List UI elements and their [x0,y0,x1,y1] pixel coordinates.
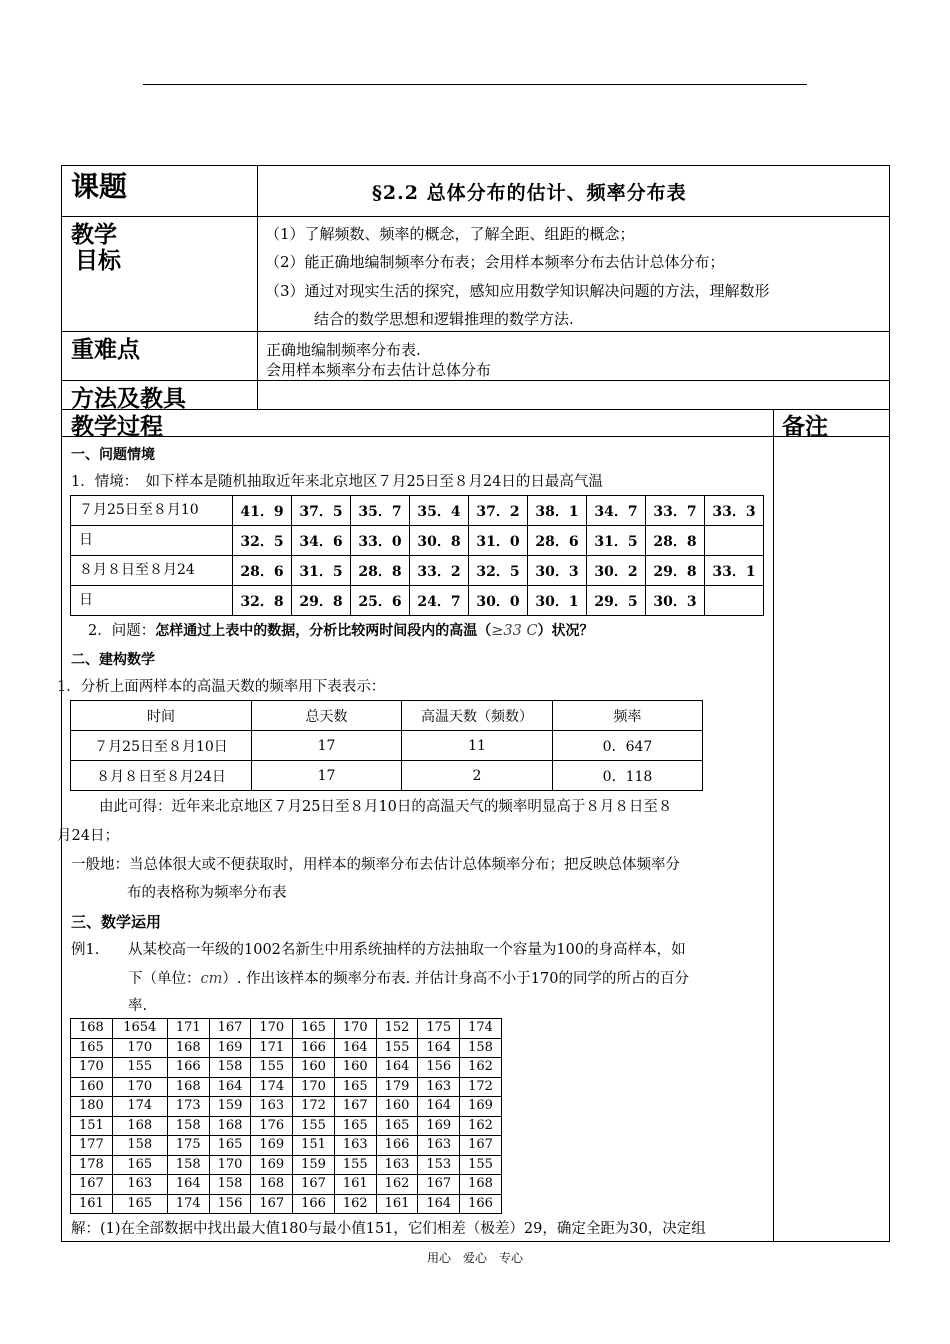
temp-row-label: ７月25日至８月10 [71,496,233,526]
temp-cell: 25．6 [351,586,410,616]
temp-cell: 30．8 [410,526,469,556]
temp-row-label: ８月８日至８月24 [71,556,233,586]
page-footer: 用心 爱心 专心 [426,1251,523,1265]
height-cell: 151 [293,1136,335,1156]
section-2-title: 二、建构数学 [71,652,155,668]
height-cell: 169 [251,1136,293,1156]
height-cell: 166 [460,1194,502,1214]
table-row [71,1019,502,1039]
height-cell: 170 [71,1058,113,1078]
height-cell: 170 [334,1019,376,1039]
height-cell: 162 [376,1175,418,1195]
height-cell: 163 [376,1155,418,1175]
height-cell: 164 [334,1038,376,1058]
temp-cell: 31．5 [292,556,351,586]
height-cell: 163 [418,1136,460,1156]
height-cell: 171 [167,1019,209,1039]
temp-cell: 28．8 [646,526,705,556]
height-cell: 164 [418,1097,460,1117]
height-cell: 175 [167,1136,209,1156]
table-row [71,1116,502,1136]
height-cell: 172 [293,1097,335,1117]
temp-cell: 30．2 [587,556,646,586]
goal-label-1: 教学 [71,222,117,248]
height-cell: 167 [418,1175,460,1195]
height-cell: 164 [418,1194,460,1214]
height-cell: 158 [112,1136,167,1156]
height-cell: 174 [251,1077,293,1097]
goal-3: （3）通过对现实生活的探究，感知应用数学知识解决问题的方法，理解数形 [265,282,770,300]
solution-line: 解：(1)在全部数据中找出最大值180与最小值151，它们相差（极差）29，确定全距为30，决定组 [71,1221,706,1237]
height-cell: 169 [251,1155,293,1175]
temp-cell: 30．3 [528,556,587,586]
height-cell: 162 [460,1058,502,1078]
height-cell: 179 [376,1077,418,1097]
height-cell: 165 [334,1077,376,1097]
height-cell: 161 [376,1194,418,1214]
section-1-title: 一、问题情境 [71,447,155,463]
height-cell: 172 [460,1077,502,1097]
temp-cell: 29．8 [292,586,351,616]
height-cell: 170 [251,1019,293,1039]
height-cell: 164 [209,1077,251,1097]
example-line-1: 从某校高一年级的1002名新生中用系统抽样的方法抽取一个容量为100的身高样本，如 [128,942,686,958]
table-row [71,556,764,586]
height-cell: 155 [293,1116,335,1136]
tools-label: 方法及教具 [71,386,186,412]
temp-cell [705,586,764,616]
height-cell: 170 [112,1038,167,1058]
height-cell: 180 [71,1097,113,1117]
question-prefix: 2．问题： [88,623,156,639]
height-cell: 165 [376,1116,418,1136]
freq-cell: 11 [402,731,553,761]
column-header: 高温天数（频数） [402,701,553,731]
height-cell: 168 [71,1019,113,1039]
height-cell: 167 [460,1136,502,1156]
freq-cell: 2 [402,761,553,791]
general-line-2: 布的表格称为频率分布表 [127,885,287,901]
temp-cell: 28．8 [351,556,410,586]
height-cell: 166 [293,1038,335,1058]
height-cell: 178 [71,1155,113,1175]
height-cell: 155 [251,1058,293,1078]
topic-label: 课题 [71,170,128,203]
height-cell: 167 [71,1175,113,1195]
column-header: 频率 [553,701,703,731]
height-cell: 162 [334,1194,376,1214]
freq-cell: 0．118 [553,761,703,791]
temp-cell: 33．0 [351,526,410,556]
temp-cell: 31．0 [469,526,528,556]
goal-label-2: 目标 [75,248,121,274]
height-cell: 155 [460,1155,502,1175]
height-cell: 152 [376,1019,418,1039]
height-table [70,1018,502,1214]
tools-cell [257,380,890,410]
height-cell: 166 [293,1194,335,1214]
height-cell: 168 [167,1077,209,1097]
process-label: 教学过程 [71,414,163,440]
height-cell: 163 [334,1136,376,1156]
example-line-3: 率. [128,998,148,1014]
temp-cell: 38．1 [528,496,587,526]
height-cell: 166 [167,1058,209,1078]
temp-cell: 37．5 [292,496,351,526]
section-3-title: 三、数学运用 [71,913,162,931]
height-cell: 175 [418,1019,460,1039]
table-row [71,1175,502,1195]
table-row [71,731,703,761]
height-cell: 165 [71,1038,113,1058]
height-cell: 155 [376,1038,418,1058]
temp-cell: 35．7 [351,496,410,526]
conclusion-line-2: 月24日； [57,828,119,844]
conclusion-line-1: 由此可得：近年来北京地区７月25日至８月10日的高温天气的频率明显高于８月８日至８ [99,799,673,815]
question-line [88,621,594,641]
table-row [71,1136,502,1156]
height-cell: 158 [209,1175,251,1195]
table-row [71,1194,502,1214]
temp-cell: 33．2 [410,556,469,586]
height-cell: 162 [460,1116,502,1136]
height-cell: 167 [293,1175,335,1195]
freq-cell: 17 [252,731,402,761]
height-cell: 167 [251,1194,293,1214]
temperature-table [70,495,764,616]
temp-cell: 33．1 [705,556,764,586]
height-cell: 176 [251,1116,293,1136]
process-header-cell [61,409,774,437]
height-cell: 165 [334,1116,376,1136]
column-header: 总天数 [252,701,402,731]
notes-body-cell [773,436,890,1242]
temp-cell: 34．7 [587,496,646,526]
frequency-table [70,700,703,791]
height-cell: 163 [251,1097,293,1117]
temp-cell: 29．5 [587,586,646,616]
height-cell: 153 [418,1155,460,1175]
height-cell: 170 [112,1077,167,1097]
height-cell: 164 [167,1175,209,1195]
question-bold: 怎样通过上表中的数据，分析比较两时间段内的高温（ [155,623,492,639]
height-cell: 160 [71,1077,113,1097]
height-cell: 158 [167,1155,209,1175]
height-cell: 169 [460,1097,502,1117]
height-cell: 155 [334,1155,376,1175]
height-cell: 151 [71,1116,113,1136]
height-cell: 156 [209,1194,251,1214]
temp-cell: 30．3 [646,586,705,616]
key-label: 重难点 [71,337,140,363]
height-cell: 159 [293,1155,335,1175]
height-cell: 158 [460,1038,502,1058]
key-point-2: 会用样本频率分布去估计总体分布 [266,361,492,379]
temp-cell: 41．9 [233,496,292,526]
height-cell: 165 [112,1155,167,1175]
temp-cell: 24．7 [410,586,469,616]
height-cell: 158 [167,1116,209,1136]
goal-4: 结合的数学思想和逻辑推理的数学方法. [314,310,574,328]
height-cell: 163 [112,1175,167,1195]
height-cell: 168 [112,1116,167,1136]
temp-cell: 32．5 [233,526,292,556]
height-cell: 160 [334,1058,376,1078]
height-cell: 163 [418,1077,460,1097]
height-cell: 168 [460,1175,502,1195]
temp-cell: 30．1 [528,586,587,616]
general-line-1: 一般地：当总体很大或不便获取时，用样本的频率分布去估计总体频率分布；把反映总体频率分 [71,857,680,873]
top-rule [143,84,807,85]
height-cell: 165 [293,1019,335,1039]
height-cell: 168 [251,1175,293,1195]
height-cell: 160 [376,1097,418,1117]
temp-row-label-cont: 日 [71,586,233,616]
example-line-2b: ）. 作出该样本的频率分布表. 并估计身高不小于170的同学的所占的百分 [222,971,689,987]
height-cell: 168 [209,1116,251,1136]
freq-cell: 0．647 [553,731,703,761]
temp-cell: 32．8 [233,586,292,616]
temp-cell: 35．4 [410,496,469,526]
temp-row-label-cont: 日 [71,526,233,556]
height-cell: 160 [293,1058,335,1078]
height-cell: 173 [167,1097,209,1117]
temp-cell: 33．7 [646,496,705,526]
temp-cell: 30．0 [469,586,528,616]
table-row [71,761,703,791]
height-cell: 1654 [112,1019,167,1039]
height-cell: 156 [418,1058,460,1078]
table-row [71,496,764,526]
table-row [71,1155,502,1175]
height-cell: 171 [251,1038,293,1058]
height-cell: 158 [209,1058,251,1078]
section-1-line: 1．情境： 如下样本是随机抽取近年来北京地区７月25日至８月24日的日最高气温 [71,474,603,490]
goal-1: （1）了解频数、频率的概念，了解全距、组距的概念； [265,225,635,243]
temp-cell: 37．2 [469,496,528,526]
example-line-2 [128,969,689,989]
example-line-2a: 下（单位： [128,971,201,987]
table-row [71,1097,502,1117]
height-cell: 174 [167,1194,209,1214]
height-cell: 170 [209,1155,251,1175]
height-cell: 164 [418,1038,460,1058]
topic-title: §2.2 总体分布的估计、频率分布表 [372,182,687,204]
height-cell: 161 [334,1175,376,1195]
key-point-1: 正确地编制频率分布表. [266,341,421,359]
goal-2: （2）能正确地编制频率分布表；会用样本频率分布去估计总体分布； [265,253,725,271]
temp-cell: 29．8 [646,556,705,586]
height-cell: 170 [293,1077,335,1097]
height-cell: 174 [460,1019,502,1039]
table-row [71,701,703,731]
table-row [71,1077,502,1097]
table-row [71,526,764,556]
height-cell: 165 [112,1194,167,1214]
question-end: ）状况？ [537,623,594,639]
height-cell: 167 [209,1019,251,1039]
height-cell: 165 [209,1136,251,1156]
temp-cell: 28．6 [233,556,292,586]
temp-cell: 33．3 [705,496,764,526]
height-cell: 166 [376,1136,418,1156]
freq-cell: ８月８日至８月24日 [71,761,252,791]
section-2-line: 1．分析上面两样本的高温天数的频率用下表表示： [57,679,386,695]
height-cell: 169 [418,1116,460,1136]
height-cell: 174 [112,1097,167,1117]
height-cell: 177 [71,1136,113,1156]
example-label: 例1. [71,942,100,958]
freq-cell: 17 [252,761,402,791]
temp-cell: 31．5 [587,526,646,556]
table-row [71,586,764,616]
table-row [71,1038,502,1058]
height-cell: 167 [334,1097,376,1117]
notes-label: 备注 [782,414,828,440]
height-cell: 169 [209,1038,251,1058]
unit-cm: cm [200,971,223,987]
height-cell: 155 [112,1058,167,1078]
temp-cell: 28．6 [528,526,587,556]
height-cell: 168 [167,1038,209,1058]
table-row [71,1058,502,1078]
column-header: 时间 [71,701,252,731]
height-cell: 164 [376,1058,418,1078]
temp-cell [705,526,764,556]
question-math: ≥33 C [491,623,538,639]
temp-cell: 34．6 [292,526,351,556]
height-cell: 159 [209,1097,251,1117]
height-cell: 161 [71,1194,113,1214]
temp-cell: 32．5 [469,556,528,586]
freq-cell: ７月25日至８月10日 [71,731,252,761]
